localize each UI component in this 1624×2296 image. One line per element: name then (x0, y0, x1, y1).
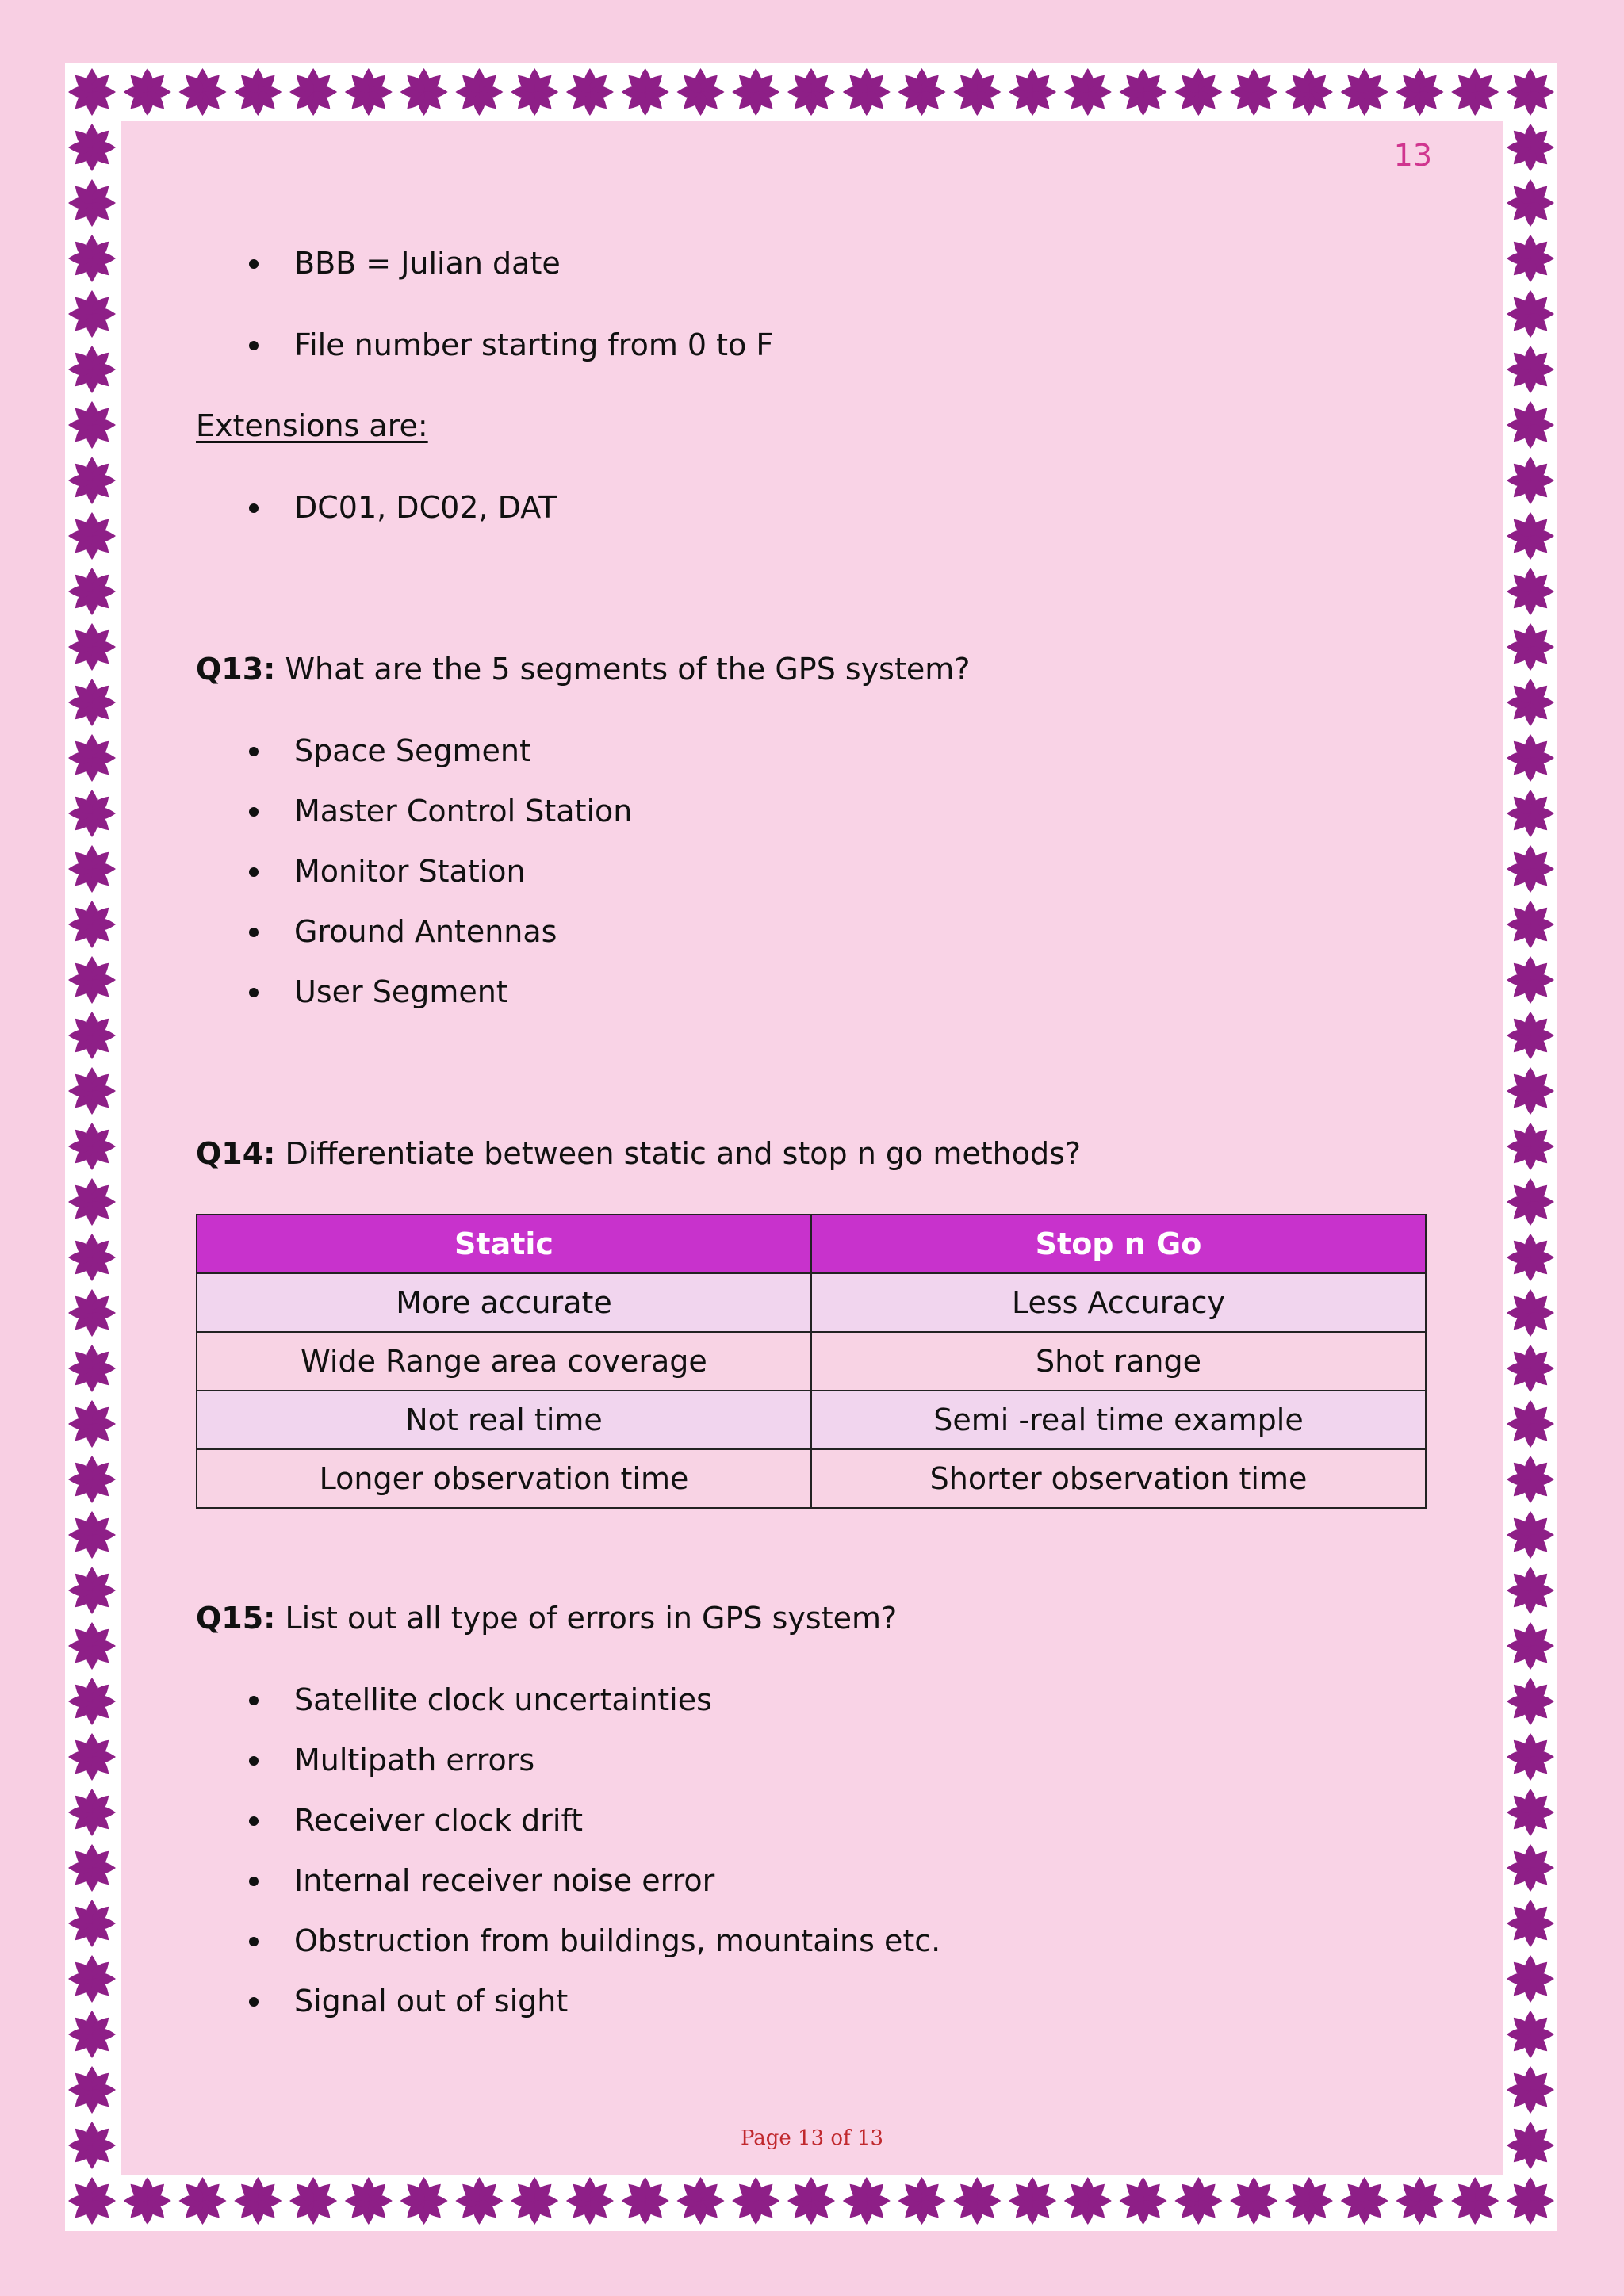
page (121, 121, 1503, 2175)
list-item: Multipath errors (196, 1730, 1429, 1790)
flower-icon (400, 68, 448, 116)
table-cell: Semi -real time example (811, 1391, 1426, 1449)
table-row (197, 1273, 1426, 1332)
flower-icon (1507, 1345, 1554, 1392)
flower-icon (1064, 2177, 1112, 2225)
flower-icon (1064, 68, 1112, 116)
flower-icon (68, 1900, 116, 1947)
flower-icon (455, 2177, 503, 2225)
flower-icon (1341, 68, 1388, 116)
flower-icon (68, 679, 116, 726)
flower-icon (953, 68, 1001, 116)
list-item: BBB = Julian date (196, 233, 1429, 293)
question-14-number: Q14: (196, 1136, 276, 1171)
flower-icon (68, 1400, 116, 1448)
flower-icon (898, 2177, 946, 2225)
flower-icon (234, 2177, 282, 2225)
page-number: 13 (1393, 138, 1432, 173)
list-item: Receiver clock drift (196, 1790, 1429, 1850)
flower-icon (1507, 1844, 1554, 1892)
flower-icon (511, 68, 558, 116)
flower-icon (1507, 457, 1554, 504)
list-item: Internal receiver noise error (196, 1850, 1429, 1911)
flower-icon (68, 1622, 116, 1670)
flower-icon (1396, 2177, 1444, 2225)
flower-icon (1507, 1123, 1554, 1170)
flower-icon (68, 1955, 116, 2003)
flower-icon (1507, 512, 1554, 560)
flower-icon (1285, 68, 1333, 116)
flower-icon (68, 1733, 116, 1781)
flower-icon (1341, 2177, 1388, 2225)
flower-icon (234, 68, 282, 116)
flower-icon (1507, 179, 1554, 227)
flower-icon (1285, 2177, 1333, 2225)
flower-icon (1507, 124, 1554, 171)
flower-icon (732, 2177, 779, 2225)
flower-icon (68, 2011, 116, 2058)
flower-icon (1507, 2066, 1554, 2114)
flower-icon (68, 2122, 116, 2169)
flower-icon (511, 2177, 558, 2225)
flower-icon (1507, 1511, 1554, 1559)
flower-icon (68, 568, 116, 615)
question-13-text: What are the 5 segments of the GPS system? (285, 652, 971, 687)
question-15-number: Q15: (196, 1601, 276, 1636)
flower-icon (787, 68, 835, 116)
flower-icon (68, 290, 116, 338)
flower-icon (1507, 1678, 1554, 1725)
question-13 (196, 639, 1429, 699)
flower-icon (68, 1456, 116, 1503)
flower-icon (1507, 1622, 1554, 1670)
flower-icon (345, 2177, 393, 2225)
table-row (197, 1391, 1426, 1449)
flower-icon (1009, 68, 1056, 116)
flower-icon (898, 68, 946, 116)
table-cell: Less Accuracy (811, 1273, 1426, 1332)
list-item: Signal out of sight (196, 1971, 1429, 2031)
flower-icon (1507, 1178, 1554, 1226)
table-cell: Not real time (197, 1391, 811, 1449)
flower-icon (1507, 68, 1554, 116)
flower-icon (622, 2177, 669, 2225)
flower-icon (68, 734, 116, 782)
flower-icon (1507, 401, 1554, 449)
flower-icon (1507, 1456, 1554, 1503)
flower-icon (1507, 734, 1554, 782)
flower-icon (68, 1511, 116, 1559)
list-item: DC01, DC02, DAT (196, 477, 1429, 538)
flower-icon (1507, 790, 1554, 837)
flower-icon (68, 1289, 116, 1337)
flower-icon (1396, 68, 1444, 116)
flower-icon (68, 124, 116, 171)
flower-icon (68, 2177, 116, 2225)
flower-icon (1507, 290, 1554, 338)
flower-icon (1507, 1789, 1554, 1836)
flower-icon (68, 235, 116, 282)
file-naming-list (196, 233, 1429, 396)
table-cell: Shot range (811, 1332, 1426, 1391)
flower-icon (843, 68, 891, 116)
flower-icon (68, 512, 116, 560)
table-cell: Wide Range area coverage (197, 1332, 811, 1391)
question-13-number: Q13: (196, 652, 276, 687)
flower-icon (1451, 2177, 1499, 2225)
table-row (197, 1332, 1426, 1391)
flower-icon (1507, 1900, 1554, 1947)
flower-icon (124, 68, 171, 116)
flower-icon (1507, 1400, 1554, 1448)
list-item: Monitor Station (196, 841, 1429, 901)
gps-errors-list (196, 1670, 1429, 2031)
flower-icon (289, 68, 337, 116)
flower-icon (1174, 2177, 1222, 2225)
flower-icon (1507, 679, 1554, 726)
flower-icon (68, 1345, 116, 1392)
flower-icon (1507, 956, 1554, 1004)
flower-icon (179, 2177, 227, 2225)
flower-icon (1507, 1067, 1554, 1115)
flower-icon (1507, 901, 1554, 948)
flower-icon (622, 68, 669, 116)
flower-icon (787, 2177, 835, 2225)
table-header-row (197, 1215, 1426, 1273)
flower-icon (953, 2177, 1001, 2225)
list-item: User Segment (196, 962, 1429, 1022)
flower-icon (68, 1234, 116, 1281)
flower-icon (68, 1789, 116, 1836)
flower-icon (68, 401, 116, 449)
flower-icon (677, 68, 725, 116)
extensions-list (196, 477, 1429, 538)
flower-icon (1009, 2177, 1056, 2225)
flower-icon (68, 1123, 116, 1170)
flower-icon (1120, 68, 1167, 116)
flower-icon (68, 1844, 116, 1892)
flower-icon (1507, 346, 1554, 393)
flower-icon (1507, 2122, 1554, 2169)
flower-icon (566, 2177, 614, 2225)
table-cell: More accurate (197, 1273, 811, 1332)
list-item: Space Segment (196, 721, 1429, 781)
flower-icon (1230, 2177, 1277, 2225)
flower-icon (68, 68, 116, 116)
flower-icon (68, 1567, 116, 1614)
flower-icon (400, 2177, 448, 2225)
table-row (197, 1449, 1426, 1508)
flower-icon (68, 1678, 116, 1725)
flower-icon (179, 68, 227, 116)
flower-icon (124, 2177, 171, 2225)
question-15 (196, 1588, 1429, 1648)
flower-icon (1451, 68, 1499, 116)
flower-icon (68, 845, 116, 893)
comparison-table (196, 1214, 1427, 1509)
flower-icon (1507, 568, 1554, 615)
flower-icon (68, 457, 116, 504)
flower-icon (68, 1178, 116, 1226)
flower-icon (1507, 845, 1554, 893)
table-cell: Longer observation time (197, 1449, 811, 1508)
list-item: File number starting from 0 to F (196, 315, 1429, 375)
flower-icon (1230, 68, 1277, 116)
question-14-text: Differentiate between static and stop n go methods? (285, 1136, 1082, 1171)
flower-icon (1507, 1012, 1554, 1059)
flower-icon (1507, 1955, 1554, 2003)
extensions-heading: Extensions are: (196, 408, 428, 443)
table-header-static: Static (197, 1215, 811, 1273)
flower-icon (1507, 235, 1554, 282)
flower-icon (68, 901, 116, 948)
list-item: Master Control Station (196, 781, 1429, 841)
question-15-text: List out all type of errors in GPS system? (285, 1601, 898, 1636)
flower-icon (68, 1012, 116, 1059)
table-header-stop-n-go: Stop n Go (811, 1215, 1426, 1273)
page-footer: Page 13 of 13 (740, 2126, 884, 2150)
flower-icon (1174, 68, 1222, 116)
list-item: Obstruction from buildings, mountains etc. (196, 1911, 1429, 1971)
flower-icon (68, 179, 116, 227)
flower-icon (455, 68, 503, 116)
flower-icon (843, 2177, 891, 2225)
flower-icon (732, 68, 779, 116)
flower-icon (1507, 1234, 1554, 1281)
flower-icon (68, 2066, 116, 2114)
table-cell: Shorter observation time (811, 1449, 1426, 1508)
flower-icon (1507, 623, 1554, 671)
flower-icon (68, 1067, 116, 1115)
flower-icon (1120, 2177, 1167, 2225)
gps-segments-list (196, 721, 1429, 1022)
flower-icon (68, 346, 116, 393)
flower-icon (289, 2177, 337, 2225)
flower-icon (68, 623, 116, 671)
flower-icon (1507, 1289, 1554, 1337)
flower-icon (1507, 2011, 1554, 2058)
flower-icon (566, 68, 614, 116)
flower-icon (345, 68, 393, 116)
flower-icon (677, 2177, 725, 2225)
list-item: Satellite clock uncertainties (196, 1670, 1429, 1730)
question-14 (196, 1123, 1429, 1184)
flower-icon (68, 956, 116, 1004)
flower-icon (1507, 1733, 1554, 1781)
flower-icon (1507, 1567, 1554, 1614)
flower-icon (68, 790, 116, 837)
flower-icon (1507, 2177, 1554, 2225)
list-item: Ground Antennas (196, 901, 1429, 962)
